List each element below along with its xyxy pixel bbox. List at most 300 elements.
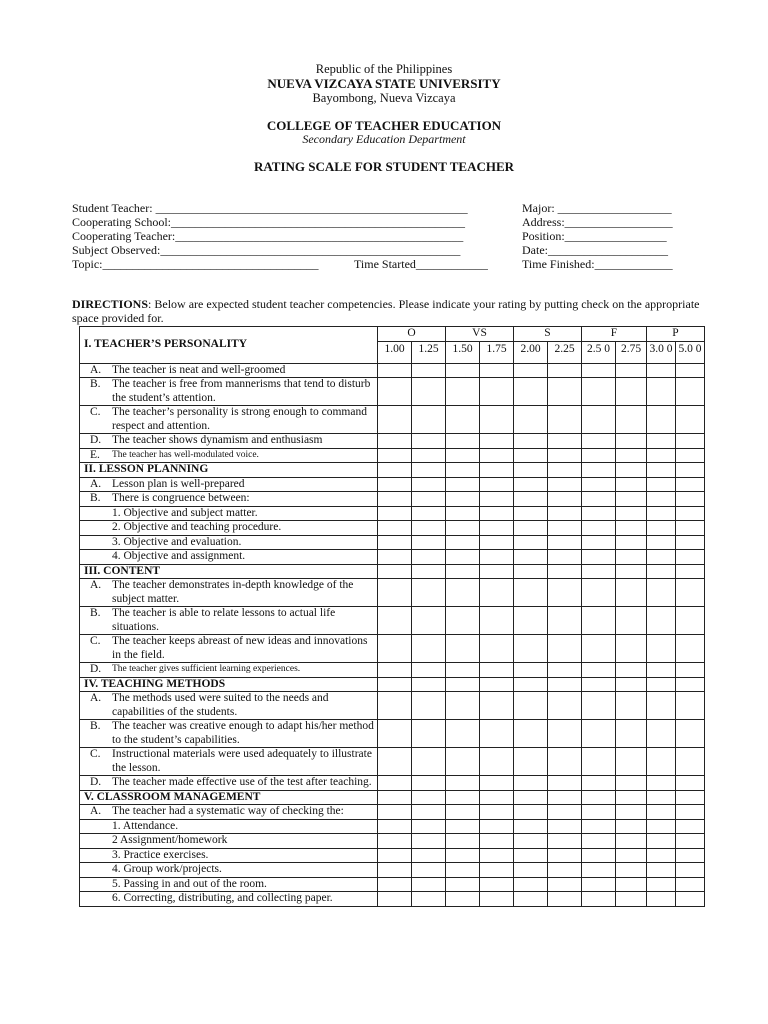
rating-cell[interactable] xyxy=(514,448,548,463)
rating-cell[interactable] xyxy=(378,877,412,892)
rating-cell[interactable] xyxy=(412,463,446,478)
rating-cell[interactable] xyxy=(582,579,616,607)
rating-cell[interactable] xyxy=(412,877,446,892)
rating-cell[interactable] xyxy=(582,492,616,507)
rating-cell[interactable] xyxy=(446,790,480,805)
rating-cell[interactable] xyxy=(582,506,616,521)
rating-cell[interactable] xyxy=(647,635,676,663)
rating-cell[interactable] xyxy=(446,892,480,907)
rating-cell[interactable] xyxy=(514,535,548,550)
rating-cell[interactable] xyxy=(514,477,548,492)
rating-cell[interactable] xyxy=(676,579,705,607)
rating-cell[interactable] xyxy=(412,720,446,748)
rating-cell[interactable] xyxy=(647,677,676,692)
rating-cell[interactable] xyxy=(514,550,548,565)
rating-cell[interactable] xyxy=(480,463,514,478)
rating-cell[interactable] xyxy=(378,776,412,791)
rating-cell[interactable] xyxy=(446,378,480,406)
rating-cell[interactable] xyxy=(616,692,647,720)
rating-cell[interactable] xyxy=(616,877,647,892)
rating-cell[interactable] xyxy=(480,863,514,878)
rating-cell[interactable] xyxy=(676,677,705,692)
rating-cell[interactable] xyxy=(616,550,647,565)
rating-cell[interactable] xyxy=(616,863,647,878)
rating-cell[interactable] xyxy=(514,607,548,635)
rating-cell[interactable] xyxy=(412,477,446,492)
rating-cell[interactable] xyxy=(446,535,480,550)
rating-cell[interactable] xyxy=(480,506,514,521)
rating-cell[interactable] xyxy=(548,579,582,607)
rating-cell[interactable] xyxy=(616,834,647,849)
rating-cell[interactable] xyxy=(616,492,647,507)
rating-cell[interactable] xyxy=(446,363,480,378)
rating-cell[interactable] xyxy=(582,434,616,449)
rating-cell[interactable] xyxy=(514,848,548,863)
rating-cell[interactable] xyxy=(412,748,446,776)
rating-cell[interactable] xyxy=(616,848,647,863)
rating-cell[interactable] xyxy=(616,506,647,521)
position-field[interactable]: Position:_________________ xyxy=(522,229,667,243)
rating-cell[interactable] xyxy=(480,748,514,776)
rating-cell[interactable] xyxy=(616,790,647,805)
rating-cell[interactable] xyxy=(582,378,616,406)
rating-cell[interactable] xyxy=(378,677,412,692)
rating-cell[interactable] xyxy=(514,434,548,449)
rating-cell[interactable] xyxy=(548,378,582,406)
rating-cell[interactable] xyxy=(676,564,705,579)
rating-cell[interactable] xyxy=(412,863,446,878)
rating-cell[interactable] xyxy=(582,677,616,692)
rating-cell[interactable] xyxy=(647,877,676,892)
rating-cell[interactable] xyxy=(548,448,582,463)
rating-cell[interactable] xyxy=(582,363,616,378)
rating-cell[interactable] xyxy=(446,863,480,878)
rating-cell[interactable] xyxy=(548,877,582,892)
rating-cell[interactable] xyxy=(647,564,676,579)
rating-cell[interactable] xyxy=(412,805,446,820)
rating-cell[interactable] xyxy=(676,463,705,478)
rating-cell[interactable] xyxy=(514,564,548,579)
rating-cell[interactable] xyxy=(446,776,480,791)
rating-cell[interactable] xyxy=(480,406,514,434)
rating-cell[interactable] xyxy=(514,363,548,378)
rating-cell[interactable] xyxy=(582,805,616,820)
rating-cell[interactable] xyxy=(582,564,616,579)
rating-cell[interactable] xyxy=(514,521,548,536)
rating-cell[interactable] xyxy=(676,834,705,849)
rating-cell[interactable] xyxy=(412,564,446,579)
rating-cell[interactable] xyxy=(676,692,705,720)
rating-cell[interactable] xyxy=(480,877,514,892)
rating-cell[interactable] xyxy=(378,692,412,720)
rating-cell[interactable] xyxy=(616,434,647,449)
rating-cell[interactable] xyxy=(548,748,582,776)
rating-cell[interactable] xyxy=(514,677,548,692)
rating-cell[interactable] xyxy=(378,748,412,776)
rating-cell[interactable] xyxy=(514,579,548,607)
rating-cell[interactable] xyxy=(582,463,616,478)
rating-cell[interactable] xyxy=(676,378,705,406)
rating-cell[interactable] xyxy=(647,477,676,492)
rating-cell[interactable] xyxy=(514,492,548,507)
rating-cell[interactable] xyxy=(378,535,412,550)
rating-cell[interactable] xyxy=(514,776,548,791)
rating-cell[interactable] xyxy=(446,819,480,834)
rating-cell[interactable] xyxy=(514,378,548,406)
rating-cell[interactable] xyxy=(446,579,480,607)
rating-cell[interactable] xyxy=(548,677,582,692)
rating-cell[interactable] xyxy=(616,748,647,776)
rating-cell[interactable] xyxy=(616,448,647,463)
rating-cell[interactable] xyxy=(676,406,705,434)
rating-cell[interactable] xyxy=(582,692,616,720)
rating-cell[interactable] xyxy=(647,492,676,507)
rating-cell[interactable] xyxy=(676,477,705,492)
rating-cell[interactable] xyxy=(412,535,446,550)
cooperating-teacher-field[interactable]: Cooperating Teacher:________________________________________________ xyxy=(72,229,464,243)
rating-cell[interactable] xyxy=(514,819,548,834)
rating-cell[interactable] xyxy=(676,877,705,892)
rating-cell[interactable] xyxy=(378,406,412,434)
rating-cell[interactable] xyxy=(446,848,480,863)
rating-cell[interactable] xyxy=(676,434,705,449)
rating-cell[interactable] xyxy=(676,892,705,907)
rating-cell[interactable] xyxy=(412,406,446,434)
rating-cell[interactable] xyxy=(514,506,548,521)
rating-cell[interactable] xyxy=(676,848,705,863)
rating-cell[interactable] xyxy=(676,550,705,565)
rating-cell[interactable] xyxy=(446,748,480,776)
rating-cell[interactable] xyxy=(378,663,412,678)
rating-cell[interactable] xyxy=(647,506,676,521)
rating-cell[interactable] xyxy=(446,550,480,565)
rating-cell[interactable] xyxy=(676,776,705,791)
rating-cell[interactable] xyxy=(647,463,676,478)
rating-cell[interactable] xyxy=(582,863,616,878)
rating-cell[interactable] xyxy=(446,506,480,521)
rating-cell[interactable] xyxy=(412,663,446,678)
rating-cell[interactable] xyxy=(446,406,480,434)
rating-cell[interactable] xyxy=(378,892,412,907)
time-finished-field[interactable]: Time Finished:_____________ xyxy=(522,257,673,271)
rating-cell[interactable] xyxy=(548,492,582,507)
rating-cell[interactable] xyxy=(676,720,705,748)
rating-cell[interactable] xyxy=(676,635,705,663)
rating-cell[interactable] xyxy=(582,477,616,492)
rating-cell[interactable] xyxy=(446,805,480,820)
rating-cell[interactable] xyxy=(582,776,616,791)
rating-cell[interactable] xyxy=(647,692,676,720)
rating-cell[interactable] xyxy=(647,579,676,607)
rating-cell[interactable] xyxy=(480,819,514,834)
rating-cell[interactable] xyxy=(647,521,676,536)
rating-cell[interactable] xyxy=(676,363,705,378)
rating-cell[interactable] xyxy=(582,892,616,907)
rating-cell[interactable] xyxy=(480,635,514,663)
rating-cell[interactable] xyxy=(676,663,705,678)
rating-cell[interactable] xyxy=(412,607,446,635)
rating-cell[interactable] xyxy=(412,506,446,521)
rating-cell[interactable] xyxy=(647,748,676,776)
rating-cell[interactable] xyxy=(480,790,514,805)
rating-cell[interactable] xyxy=(582,877,616,892)
rating-cell[interactable] xyxy=(378,720,412,748)
rating-cell[interactable] xyxy=(412,521,446,536)
rating-cell[interactable] xyxy=(676,748,705,776)
rating-cell[interactable] xyxy=(548,607,582,635)
rating-cell[interactable] xyxy=(548,663,582,678)
rating-cell[interactable] xyxy=(647,720,676,748)
rating-cell[interactable] xyxy=(514,463,548,478)
rating-cell[interactable] xyxy=(676,790,705,805)
rating-cell[interactable] xyxy=(446,677,480,692)
rating-cell[interactable] xyxy=(647,863,676,878)
rating-cell[interactable] xyxy=(582,834,616,849)
rating-cell[interactable] xyxy=(647,892,676,907)
rating-cell[interactable] xyxy=(582,720,616,748)
rating-cell[interactable] xyxy=(647,448,676,463)
rating-cell[interactable] xyxy=(616,378,647,406)
rating-cell[interactable] xyxy=(647,535,676,550)
rating-cell[interactable] xyxy=(514,748,548,776)
topic-field[interactable]: Topic:____________________________________ xyxy=(72,257,319,271)
rating-cell[interactable] xyxy=(412,677,446,692)
rating-cell[interactable] xyxy=(378,378,412,406)
rating-cell[interactable] xyxy=(412,776,446,791)
rating-cell[interactable] xyxy=(514,805,548,820)
rating-cell[interactable] xyxy=(514,406,548,434)
rating-cell[interactable] xyxy=(676,863,705,878)
rating-cell[interactable] xyxy=(378,492,412,507)
rating-cell[interactable] xyxy=(412,492,446,507)
rating-cell[interactable] xyxy=(480,692,514,720)
rating-cell[interactable] xyxy=(548,863,582,878)
rating-cell[interactable] xyxy=(647,434,676,449)
rating-cell[interactable] xyxy=(480,477,514,492)
cooperating-school-field[interactable]: Cooperating School:_________________________________________________ xyxy=(72,215,465,229)
major-field[interactable]: Major: ___________________ xyxy=(522,201,672,215)
rating-cell[interactable] xyxy=(446,834,480,849)
rating-cell[interactable] xyxy=(480,579,514,607)
rating-cell[interactable] xyxy=(480,607,514,635)
rating-cell[interactable] xyxy=(582,635,616,663)
rating-cell[interactable] xyxy=(616,579,647,607)
rating-cell[interactable] xyxy=(480,834,514,849)
rating-cell[interactable] xyxy=(616,720,647,748)
rating-cell[interactable] xyxy=(548,506,582,521)
rating-cell[interactable] xyxy=(676,535,705,550)
rating-cell[interactable] xyxy=(446,448,480,463)
rating-cell[interactable] xyxy=(548,692,582,720)
rating-cell[interactable] xyxy=(446,663,480,678)
rating-cell[interactable] xyxy=(412,819,446,834)
rating-cell[interactable] xyxy=(548,406,582,434)
rating-cell[interactable] xyxy=(647,805,676,820)
rating-cell[interactable] xyxy=(616,805,647,820)
rating-cell[interactable] xyxy=(647,363,676,378)
rating-cell[interactable] xyxy=(412,635,446,663)
rating-cell[interactable] xyxy=(480,378,514,406)
rating-cell[interactable] xyxy=(548,463,582,478)
rating-cell[interactable] xyxy=(378,805,412,820)
rating-cell[interactable] xyxy=(446,692,480,720)
rating-cell[interactable] xyxy=(647,550,676,565)
rating-cell[interactable] xyxy=(514,692,548,720)
rating-cell[interactable] xyxy=(378,521,412,536)
rating-cell[interactable] xyxy=(582,535,616,550)
rating-cell[interactable] xyxy=(480,550,514,565)
rating-cell[interactable] xyxy=(676,521,705,536)
rating-cell[interactable] xyxy=(378,819,412,834)
rating-cell[interactable] xyxy=(582,521,616,536)
rating-cell[interactable] xyxy=(548,550,582,565)
rating-cell[interactable] xyxy=(616,463,647,478)
rating-cell[interactable] xyxy=(446,492,480,507)
rating-cell[interactable] xyxy=(446,434,480,449)
rating-cell[interactable] xyxy=(480,492,514,507)
rating-cell[interactable] xyxy=(514,635,548,663)
rating-cell[interactable] xyxy=(446,635,480,663)
rating-cell[interactable] xyxy=(616,607,647,635)
rating-cell[interactable] xyxy=(676,448,705,463)
rating-cell[interactable] xyxy=(480,805,514,820)
rating-cell[interactable] xyxy=(412,790,446,805)
rating-cell[interactable] xyxy=(378,635,412,663)
rating-cell[interactable] xyxy=(548,720,582,748)
rating-cell[interactable] xyxy=(378,790,412,805)
rating-cell[interactable] xyxy=(616,477,647,492)
rating-cell[interactable] xyxy=(647,406,676,434)
rating-cell[interactable] xyxy=(480,892,514,907)
rating-cell[interactable] xyxy=(514,892,548,907)
rating-cell[interactable] xyxy=(582,448,616,463)
rating-cell[interactable] xyxy=(514,877,548,892)
rating-cell[interactable] xyxy=(582,406,616,434)
rating-cell[interactable] xyxy=(480,434,514,449)
rating-cell[interactable] xyxy=(412,579,446,607)
rating-cell[interactable] xyxy=(616,363,647,378)
rating-cell[interactable] xyxy=(647,790,676,805)
rating-cell[interactable] xyxy=(412,848,446,863)
rating-cell[interactable] xyxy=(480,448,514,463)
rating-cell[interactable] xyxy=(548,805,582,820)
rating-cell[interactable] xyxy=(548,790,582,805)
rating-cell[interactable] xyxy=(548,848,582,863)
rating-cell[interactable] xyxy=(446,564,480,579)
rating-cell[interactable] xyxy=(582,663,616,678)
rating-cell[interactable] xyxy=(412,378,446,406)
rating-cell[interactable] xyxy=(378,550,412,565)
student-teacher-field[interactable]: Student Teacher: ____________________________________________________ xyxy=(72,201,468,215)
rating-cell[interactable] xyxy=(480,720,514,748)
rating-cell[interactable] xyxy=(378,607,412,635)
rating-cell[interactable] xyxy=(616,521,647,536)
rating-cell[interactable] xyxy=(616,535,647,550)
rating-cell[interactable] xyxy=(616,406,647,434)
rating-cell[interactable] xyxy=(480,535,514,550)
rating-cell[interactable] xyxy=(412,434,446,449)
rating-cell[interactable] xyxy=(412,363,446,378)
rating-cell[interactable] xyxy=(446,477,480,492)
rating-cell[interactable] xyxy=(548,819,582,834)
rating-cell[interactable] xyxy=(548,892,582,907)
rating-cell[interactable] xyxy=(647,834,676,849)
rating-cell[interactable] xyxy=(378,434,412,449)
rating-cell[interactable] xyxy=(480,663,514,678)
rating-cell[interactable] xyxy=(647,663,676,678)
rating-cell[interactable] xyxy=(676,607,705,635)
subject-observed-field[interactable]: Subject Observed:__________________________________________________ xyxy=(72,243,461,257)
rating-cell[interactable] xyxy=(378,448,412,463)
rating-cell[interactable] xyxy=(480,363,514,378)
rating-cell[interactable] xyxy=(548,363,582,378)
rating-cell[interactable] xyxy=(647,378,676,406)
rating-cell[interactable] xyxy=(582,748,616,776)
rating-cell[interactable] xyxy=(446,463,480,478)
rating-cell[interactable] xyxy=(647,607,676,635)
rating-cell[interactable] xyxy=(616,635,647,663)
rating-cell[interactable] xyxy=(548,535,582,550)
rating-cell[interactable] xyxy=(647,776,676,791)
rating-cell[interactable] xyxy=(514,834,548,849)
rating-cell[interactable] xyxy=(616,663,647,678)
rating-cell[interactable] xyxy=(676,805,705,820)
rating-cell[interactable] xyxy=(378,506,412,521)
rating-cell[interactable] xyxy=(582,819,616,834)
rating-cell[interactable] xyxy=(676,506,705,521)
rating-cell[interactable] xyxy=(378,848,412,863)
rating-cell[interactable] xyxy=(647,819,676,834)
rating-cell[interactable] xyxy=(616,564,647,579)
rating-cell[interactable] xyxy=(446,521,480,536)
rating-cell[interactable] xyxy=(616,819,647,834)
rating-cell[interactable] xyxy=(616,776,647,791)
rating-cell[interactable] xyxy=(616,892,647,907)
rating-cell[interactable] xyxy=(582,790,616,805)
rating-cell[interactable] xyxy=(514,663,548,678)
rating-cell[interactable] xyxy=(514,720,548,748)
rating-cell[interactable] xyxy=(480,776,514,791)
rating-cell[interactable] xyxy=(378,579,412,607)
address-field[interactable]: Address:__________________ xyxy=(522,215,673,229)
rating-cell[interactable] xyxy=(548,434,582,449)
rating-cell[interactable] xyxy=(514,863,548,878)
rating-cell[interactable] xyxy=(378,834,412,849)
rating-cell[interactable] xyxy=(676,492,705,507)
rating-cell[interactable] xyxy=(616,677,647,692)
rating-cell[interactable] xyxy=(480,564,514,579)
rating-cell[interactable] xyxy=(480,677,514,692)
rating-cell[interactable] xyxy=(676,819,705,834)
rating-cell[interactable] xyxy=(378,463,412,478)
rating-cell[interactable] xyxy=(548,564,582,579)
time-started-field[interactable]: Time Started____________ xyxy=(354,257,488,271)
rating-cell[interactable] xyxy=(548,521,582,536)
rating-cell[interactable] xyxy=(378,564,412,579)
rating-cell[interactable] xyxy=(548,834,582,849)
rating-cell[interactable] xyxy=(514,790,548,805)
rating-cell[interactable] xyxy=(412,892,446,907)
rating-cell[interactable] xyxy=(582,550,616,565)
rating-cell[interactable] xyxy=(548,477,582,492)
rating-cell[interactable] xyxy=(412,550,446,565)
rating-cell[interactable] xyxy=(378,363,412,378)
rating-cell[interactable] xyxy=(582,607,616,635)
rating-cell[interactable] xyxy=(446,720,480,748)
rating-cell[interactable] xyxy=(378,863,412,878)
rating-cell[interactable] xyxy=(412,692,446,720)
rating-cell[interactable] xyxy=(412,834,446,849)
